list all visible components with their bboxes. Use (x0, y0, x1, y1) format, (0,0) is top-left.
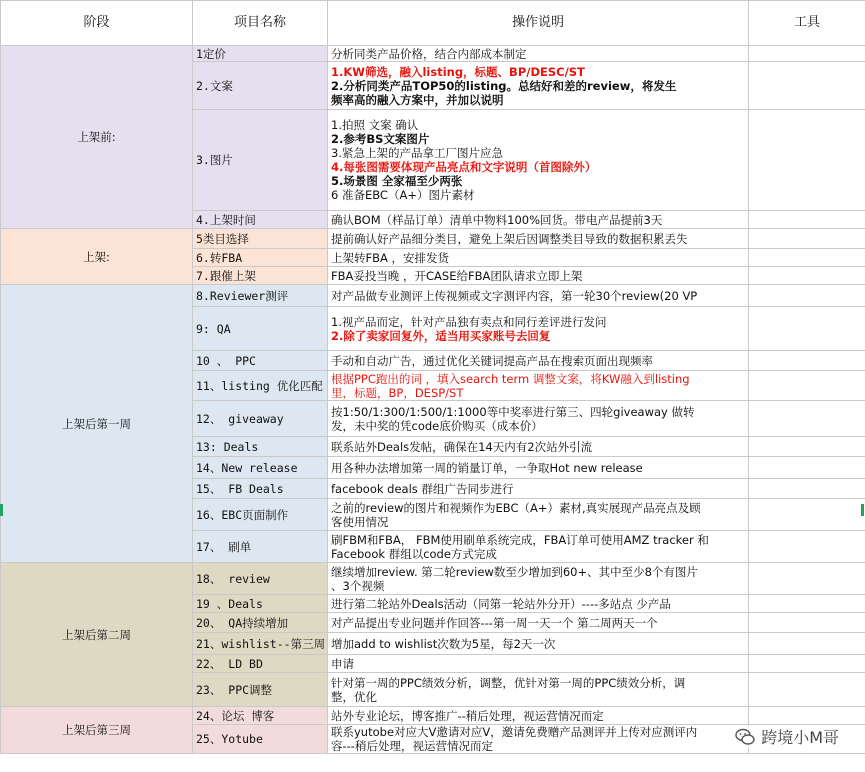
description-cell[interactable] (328, 267, 749, 285)
row-selection-marker-right (861, 504, 864, 516)
description-line: 联系yutobe对应大V邀请对应V，邀请免费赠产品测评并上传对应测评内 (331, 725, 698, 739)
project-cell[interactable]: 24、论坛 博客 (193, 707, 328, 725)
description-line: 上架转FBA ，安排发货 (331, 250, 450, 265)
description-cell[interactable] (328, 633, 749, 655)
description-line: 对产品做专业测评上传视频或文字测评内容，第一轮30个review(20 VP (331, 288, 698, 303)
description-line: 分析同类产品价格，结合内部成本制定 (331, 46, 527, 61)
project-cell[interactable]: 20、 QA持续增加 (193, 613, 328, 633)
description-cell[interactable] (328, 457, 749, 479)
description-line: 继续增加review. 第二轮review数至少增加到60+、其中至少8个有图片 (331, 564, 698, 579)
description-line: 之前的review的图片和视频作为EBC（A+）素材,真实展现产品亮点及顾 (331, 500, 701, 515)
description-line: 发，未中奖的凭code底价购买（成本价） (331, 418, 543, 433)
header-tool[interactable]: 工具 (749, 1, 865, 46)
tool-cell[interactable] (749, 110, 865, 211)
description-line: 容---稍后处理，视运营情况而定 (331, 739, 493, 753)
tool-cell[interactable] (749, 595, 865, 613)
description-cell[interactable] (328, 401, 749, 437)
project-cell[interactable]: 11、listing 优化匹配 (193, 371, 328, 401)
project-cell[interactable]: 10 、 PPC (193, 351, 328, 371)
description-line: 频率高的融入方案中，并加以说明 (331, 92, 504, 107)
stage-cell-on[interactable]: 上架: (1, 229, 193, 285)
project-cell[interactable]: 4.上架时间 (193, 211, 328, 229)
watermark (735, 725, 839, 748)
description-line: 手动和自动广告，通过优化关键词提高产品在搜索页面出现频率 (331, 353, 653, 368)
tool-cell[interactable] (749, 62, 865, 110)
tool-cell[interactable] (749, 531, 865, 563)
stage-cell-w1[interactable]: 上架后第一周 (1, 285, 193, 563)
table-row (1, 707, 865, 725)
description-cell[interactable] (328, 229, 749, 249)
description-cell[interactable] (328, 371, 749, 401)
project-cell[interactable]: 3.图片 (193, 110, 328, 211)
description-line: 站外专业论坛，博客推广--稍后处理，视运营情况而定 (331, 708, 604, 723)
tool-cell[interactable] (749, 633, 865, 655)
table-row (1, 229, 865, 249)
description-line: 根据PPC跑出的词 ，填入search term 调整文案，将KW融入到listing (331, 371, 690, 386)
tool-cell[interactable] (749, 46, 865, 62)
row-selection-marker-left (0, 504, 3, 516)
project-cell[interactable]: 6.转FBA (193, 249, 328, 267)
project-cell[interactable]: 8.Reviewer测评 (193, 285, 328, 307)
description-line: 里，标题，BP，DESP/ST (331, 385, 464, 400)
project-cell[interactable]: 23、 PPC调整 (193, 673, 328, 707)
description-line: 1.拍照 文案 确认 (331, 118, 419, 132)
tool-cell[interactable] (749, 307, 865, 351)
tool-cell[interactable] (749, 437, 865, 457)
header-description[interactable]: 操作说明 (328, 1, 749, 46)
project-cell[interactable]: 5类目选择 (193, 229, 328, 249)
tool-cell[interactable] (749, 479, 865, 499)
description-cell[interactable] (328, 110, 749, 211)
project-cell[interactable]: 17、 刷单 (193, 531, 328, 563)
description-line: 申请 (331, 656, 354, 671)
description-cell[interactable] (328, 307, 749, 351)
project-cell[interactable]: 19 、Deals (193, 595, 328, 613)
tool-cell[interactable] (749, 457, 865, 479)
description-cell[interactable] (328, 563, 749, 595)
tool-cell[interactable] (749, 351, 865, 371)
description-cell[interactable] (328, 655, 749, 673)
tool-cell[interactable] (749, 211, 865, 229)
project-cell[interactable]: 13: Deals (193, 437, 328, 457)
description-cell[interactable] (328, 211, 749, 229)
description-line: 客使用情况 (331, 514, 389, 529)
description-line: 5.场景图 全家福至少两张 (331, 174, 463, 188)
description-cell[interactable] (328, 249, 749, 267)
description-line: 、3个视频 (331, 578, 385, 593)
project-cell[interactable]: 2.文案 (193, 62, 328, 110)
tool-cell[interactable] (749, 655, 865, 673)
description-line: 按1:50/1:300/1:500/1:1000等中奖率进行第三、四轮giveaway 做转 (331, 404, 695, 419)
tool-cell[interactable] (749, 563, 865, 595)
description-line: 1.KW筛选，融入listing，标题、BP/DESC/ST (331, 64, 585, 79)
tool-cell[interactable] (749, 707, 865, 725)
project-cell[interactable]: 22、 LD BD (193, 655, 328, 673)
project-cell[interactable]: 16、EBC页面制作 (193, 499, 328, 531)
project-cell[interactable]: 18、 review (193, 563, 328, 595)
description-cell[interactable] (328, 725, 749, 754)
description-line: 用各种办法增加第一周的销量订单，一争取Hot new release (331, 460, 643, 475)
description-cell[interactable] (328, 499, 749, 531)
description-cell[interactable] (328, 613, 749, 633)
description-line: 2.分析同类产品TOP50的listing。总结好和差的review，将发生 (331, 78, 677, 93)
watermark-text: 跨境小M哥 (761, 728, 839, 747)
table-row (1, 285, 865, 307)
table-row (1, 563, 865, 595)
project-cell[interactable]: 7.跟催上架 (193, 267, 328, 285)
description-cell[interactable] (328, 595, 749, 613)
tool-cell[interactable] (749, 371, 865, 401)
description-line: FBA妥投当晚 ，开CASE给FBA团队请求立即上架 (331, 268, 583, 283)
description-cell[interactable] (328, 437, 749, 457)
project-cell[interactable]: 15、 FB Deals (193, 479, 328, 499)
tool-cell[interactable] (749, 499, 865, 531)
description-line: 2.参考BS文案图片 (331, 132, 430, 146)
stage-cell-w3[interactable]: 上架后第三周 (1, 707, 193, 754)
table-row (1, 46, 865, 62)
description-line: 增加add to wishlist次数为5星，每2天一次 (331, 636, 556, 651)
description-line: 刷FBM和FBA， FBM使用刷单系统完成，FBA订单可使用AMZ tracker 和 (331, 532, 709, 547)
description-line: Facebook 群组以code方式完成 (331, 546, 497, 561)
wechat-icon (735, 727, 755, 747)
description-line: facebook deals 群组广告同步进行 (331, 481, 514, 496)
stage-cell-w2[interactable]: 上架后第二周 (1, 563, 193, 707)
description-cell[interactable] (328, 673, 749, 707)
header-row (1, 1, 865, 46)
header-project[interactable]: 项目名称 (193, 1, 328, 46)
description-cell[interactable] (328, 285, 749, 307)
description-line: 提前确认好产品细分类目，避免上架后因调整类目导致的数据积累丢失 (331, 231, 688, 246)
description-cell[interactable] (328, 351, 749, 371)
description-line: 整，优化 (331, 689, 377, 704)
description-cell[interactable] (328, 62, 749, 110)
tool-cell[interactable] (749, 229, 865, 249)
description-cell[interactable] (328, 46, 749, 62)
project-cell[interactable]: 21、wishlist--第三周 (193, 633, 328, 655)
description-line: 3.紧急上架的产品拿工厂图片应急 (331, 146, 503, 160)
tool-cell[interactable] (749, 249, 865, 267)
tool-cell[interactable] (749, 285, 865, 307)
description-line: 确认BOM（样品订单）清单中物料100%回货。带电产品提前3天 (331, 212, 663, 227)
description-line: 4.每张图需要体现产品亮点和文字说明（首图除外） (331, 160, 597, 174)
description-line: 进行第二轮站外Deals活动（同第一轮站外分开）----多站点 少产品 (331, 596, 671, 611)
stage-cell-pre[interactable]: 上架前: (1, 46, 193, 229)
description-line: 6 准备EBC（A+）图片素材 (331, 188, 475, 202)
description-line: 1.视产品而定，针对产品独有卖点和同行差评进行发问 (331, 314, 607, 329)
description-line: 对产品提出专业问题并作回答---第一周一天一个 第二周两天一个 (331, 615, 658, 630)
description-line: 联系站外Deals发帖，确保在14天内有2次站外引流 (331, 439, 593, 454)
project-cell[interactable]: 1定价 (193, 46, 328, 62)
description-line: 2.除了卖家回复外，适当用买家账号去回复 (331, 328, 551, 343)
description-cell[interactable] (328, 707, 749, 725)
tool-cell[interactable] (749, 267, 865, 285)
description-cell[interactable] (328, 531, 749, 563)
tool-cell[interactable] (749, 613, 865, 633)
header-stage[interactable]: 阶段 (1, 1, 193, 46)
tool-cell[interactable] (749, 401, 865, 437)
project-cell[interactable]: 14、New release (193, 457, 328, 479)
project-cell[interactable]: 9: QA (193, 307, 328, 351)
tool-cell[interactable] (749, 673, 865, 707)
description-cell[interactable] (328, 479, 749, 499)
project-cell[interactable]: 12、 giveaway (193, 401, 328, 437)
project-cell[interactable]: 25、Yotube (193, 725, 328, 754)
description-line: 针对第一周的PPC绩效分析，调整，优针对第一周的PPC绩效分析，调 (331, 675, 686, 690)
